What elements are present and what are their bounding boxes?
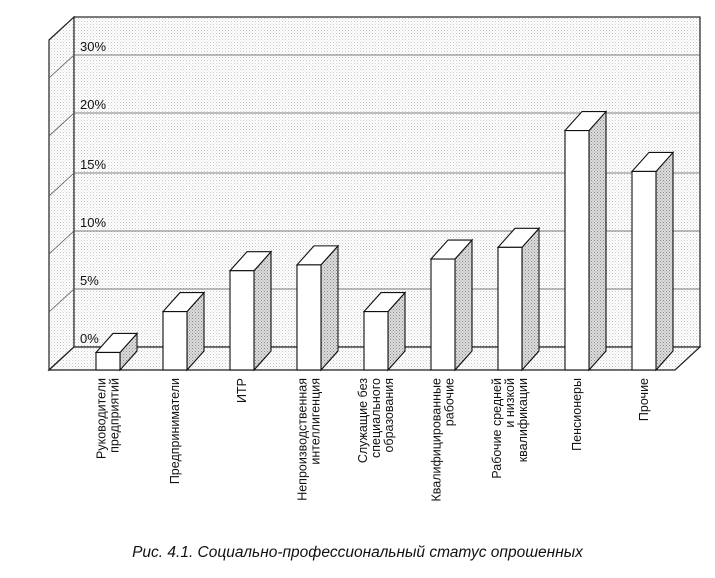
x-category-label [95, 378, 122, 459]
y-tick-label: 0% [80, 331, 99, 346]
x-category-label-line: Служащие без [356, 378, 370, 464]
bar-side [589, 112, 606, 370]
y-tick-label: 30% [80, 39, 107, 54]
x-category-label-line: специального [369, 378, 383, 458]
bar-side [455, 240, 472, 370]
bar-front [230, 271, 254, 370]
x-category-label [235, 378, 249, 403]
x-category-label-line: Прочие [637, 378, 651, 422]
x-category-label-line: Непроизводственная [295, 378, 310, 501]
bar-side [321, 246, 338, 370]
x-category-label [296, 378, 323, 501]
bar-front [565, 131, 589, 370]
y-tick-label: 10% [80, 215, 107, 230]
x-category-label-line: квалификации [516, 378, 530, 463]
bar-front [498, 247, 522, 370]
bar-front [96, 352, 120, 370]
bar [498, 228, 539, 370]
y-tick-label: 20% [80, 97, 107, 112]
x-category-label [168, 378, 182, 484]
y-tick-label: 15% [80, 157, 107, 172]
bar [163, 293, 204, 370]
x-category-label-line: рабочие [442, 378, 457, 427]
bar-front [364, 312, 388, 370]
x-category-label [356, 378, 396, 463]
x-category-label [570, 378, 584, 451]
x-category-label-line: образования [382, 378, 396, 453]
y-tick-label: 5% [80, 273, 99, 288]
x-category-label [430, 378, 457, 502]
side-wall [49, 17, 74, 370]
bar [297, 246, 338, 370]
bar [565, 112, 606, 370]
bar [230, 252, 271, 370]
x-category-label-line: интеллигенция [308, 378, 323, 465]
bar [431, 240, 472, 370]
x-category-label-line: Рабочие средней [490, 378, 504, 479]
bar-side [254, 252, 271, 370]
bar-side [522, 228, 539, 370]
bar [364, 293, 405, 370]
bar-front [297, 265, 321, 370]
x-category-label-line: и низкой [503, 378, 517, 428]
bar-side [656, 152, 673, 370]
x-axis-labels [95, 378, 652, 502]
bar-front [632, 171, 656, 370]
x-category-label-line: Предприниматели [168, 378, 182, 485]
bar-front [431, 259, 455, 370]
x-category-label-line: Квалифицированные [429, 378, 444, 502]
x-category-label-line: Руководители [94, 378, 109, 459]
bar-front [163, 312, 187, 370]
x-category-label-line: Пенсионеры [570, 378, 584, 451]
figure-caption: Рис. 4.1. Социально-профессиональный статус опрошенных [132, 544, 583, 561]
x-category-label-line: предприятий [107, 378, 122, 453]
x-category-label [490, 378, 530, 479]
x-category-label-line: ИТР [235, 378, 249, 403]
x-category-label [637, 378, 651, 421]
bar [632, 152, 673, 370]
